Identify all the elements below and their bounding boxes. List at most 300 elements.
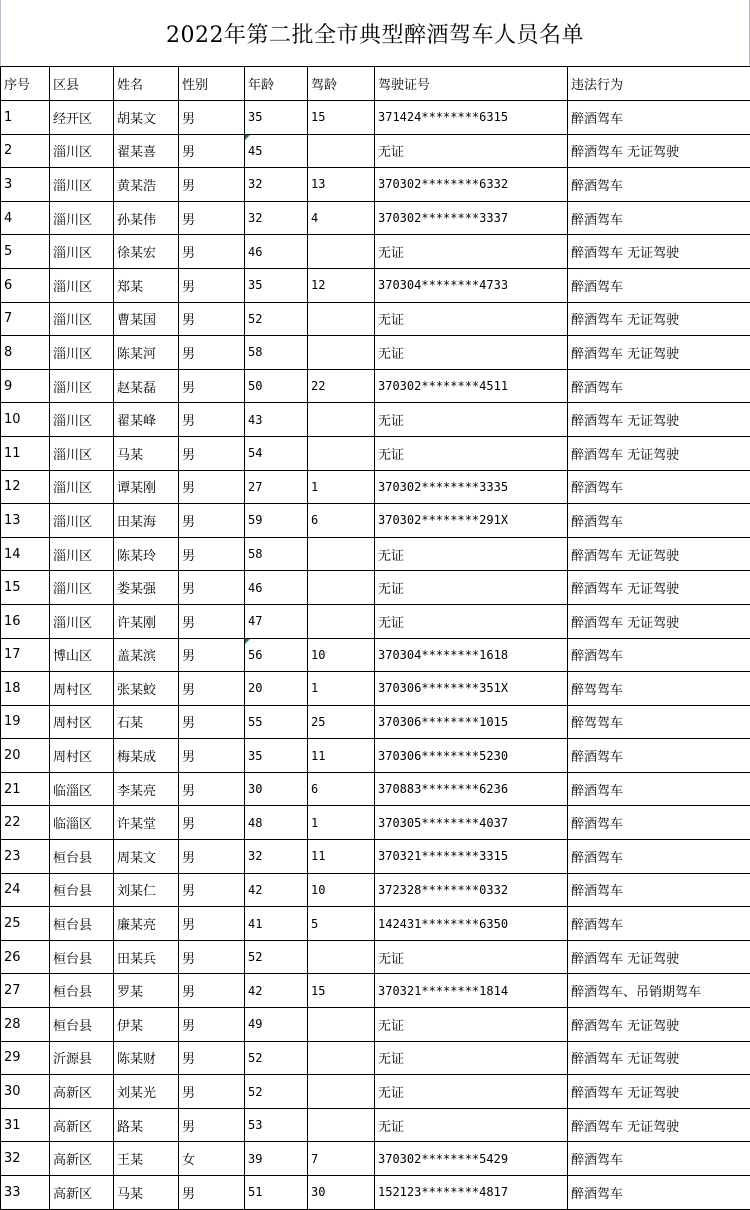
cell-district: 桓台县 bbox=[50, 1008, 114, 1042]
cell-license-no: 无证 bbox=[375, 1041, 568, 1075]
cell-gender: 男 bbox=[179, 1108, 245, 1142]
table-row bbox=[1, 504, 750, 538]
cell-district: 淄川区 bbox=[50, 336, 114, 370]
cell-seq: 23 bbox=[1, 840, 50, 874]
cell-name: 罗某 bbox=[114, 974, 179, 1008]
cell-gender: 男 bbox=[179, 672, 245, 706]
cell-driving-years: 13 bbox=[308, 168, 375, 202]
cell-gender: 男 bbox=[179, 336, 245, 370]
cell-name: 曹某国 bbox=[114, 302, 179, 336]
cell-violation: 醉酒驾车 bbox=[568, 101, 750, 135]
cell-driving-years: 15 bbox=[308, 974, 375, 1008]
cell-age: 58 bbox=[245, 537, 308, 571]
cell-violation: 醉酒驾车 无证驾驶 bbox=[568, 134, 750, 168]
header-violation: 违法行为 bbox=[568, 67, 750, 101]
cell-license-no: 370302********6332 bbox=[375, 168, 568, 202]
cell-district: 博山区 bbox=[50, 638, 114, 672]
header-age: 年龄 bbox=[245, 67, 308, 101]
cell-driving-years bbox=[308, 1075, 375, 1109]
cell-name: 许某堂 bbox=[114, 806, 179, 840]
cell-violation: 醉酒驾车 bbox=[568, 168, 750, 202]
cell-license-no: 370302********3335 bbox=[375, 470, 568, 504]
cell-violation: 醉驾驾车 bbox=[568, 705, 750, 739]
cell-district: 淄川区 bbox=[50, 604, 114, 638]
cell-license-no: 无证 bbox=[375, 436, 568, 470]
cell-driving-years: 11 bbox=[308, 739, 375, 773]
cell-license-no: 无证 bbox=[375, 235, 568, 269]
cell-seq: 5 bbox=[1, 235, 50, 269]
cell-district: 高新区 bbox=[50, 1176, 114, 1210]
cell-district: 淄川区 bbox=[50, 537, 114, 571]
cell-license-no: 无证 bbox=[375, 302, 568, 336]
cell-violation: 醉酒驾车 无证驾驶 bbox=[568, 1108, 750, 1142]
table-header-row bbox=[1, 67, 750, 101]
cell-violation: 醉酒驾车 bbox=[568, 873, 750, 907]
cell-age: 32 bbox=[245, 840, 308, 874]
cell-license-no: 370304********4733 bbox=[375, 268, 568, 302]
cell-license-no: 370302********4511 bbox=[375, 369, 568, 403]
cell-district: 周村区 bbox=[50, 739, 114, 773]
cell-license-no: 无证 bbox=[375, 1075, 568, 1109]
cell-license-no: 无证 bbox=[375, 571, 568, 605]
cell-driving-years: 25 bbox=[308, 705, 375, 739]
cell-seq: 26 bbox=[1, 940, 50, 974]
cell-age: 43 bbox=[245, 403, 308, 437]
cell-gender: 男 bbox=[179, 739, 245, 773]
cell-district: 淄川区 bbox=[50, 268, 114, 302]
cell-driving-years: 1 bbox=[308, 806, 375, 840]
cell-age: 46 bbox=[245, 235, 308, 269]
cell-driving-years: 5 bbox=[308, 907, 375, 941]
cell-gender: 男 bbox=[179, 604, 245, 638]
cell-violation: 醉酒驾车、吊销期驾车 bbox=[568, 974, 750, 1008]
cell-license-no: 152123********4817 bbox=[375, 1176, 568, 1210]
cell-license-no: 142431********6350 bbox=[375, 907, 568, 941]
cell-age: 32 bbox=[245, 168, 308, 202]
cell-seq: 29 bbox=[1, 1041, 50, 1075]
cell-driving-years: 1 bbox=[308, 470, 375, 504]
cell-violation: 醉酒驾车 无证驾驶 bbox=[568, 940, 750, 974]
cell-gender: 男 bbox=[179, 1008, 245, 1042]
cell-driving-years bbox=[308, 1041, 375, 1075]
cell-district: 经开区 bbox=[50, 101, 114, 135]
table-row bbox=[1, 1142, 750, 1176]
cell-district: 临淄区 bbox=[50, 806, 114, 840]
cell-gender: 男 bbox=[179, 806, 245, 840]
cell-name: 王某 bbox=[114, 1142, 179, 1176]
cell-name: 伊某 bbox=[114, 1008, 179, 1042]
table-row bbox=[1, 336, 750, 370]
cell-gender: 男 bbox=[179, 772, 245, 806]
cell-violation: 醉酒驾车 无证驾驶 bbox=[568, 235, 750, 269]
cell-license-no: 无证 bbox=[375, 537, 568, 571]
cell-name: 田某海 bbox=[114, 504, 179, 538]
cell-violation: 醉酒驾车 bbox=[568, 840, 750, 874]
cell-violation: 醉酒驾车 bbox=[568, 739, 750, 773]
table-row bbox=[1, 470, 750, 504]
table-row bbox=[1, 268, 750, 302]
table-row bbox=[1, 806, 750, 840]
cell-license-no: 无证 bbox=[375, 403, 568, 437]
cell-age: 49 bbox=[245, 1008, 308, 1042]
cell-seq: 27 bbox=[1, 974, 50, 1008]
cell-driving-years bbox=[308, 235, 375, 269]
table-row bbox=[1, 436, 750, 470]
cell-seq: 15 bbox=[1, 571, 50, 605]
header-name: 姓名 bbox=[114, 67, 179, 101]
cell-violation: 醉酒驾车 bbox=[568, 1176, 750, 1210]
cell-name: 梅某成 bbox=[114, 739, 179, 773]
cell-seq: 6 bbox=[1, 268, 50, 302]
cell-driving-years bbox=[308, 571, 375, 605]
cell-name: 张某蛟 bbox=[114, 672, 179, 706]
cell-seq: 18 bbox=[1, 672, 50, 706]
cell-district: 桓台县 bbox=[50, 840, 114, 874]
cell-driving-years bbox=[308, 302, 375, 336]
cell-name: 娄某强 bbox=[114, 571, 179, 605]
cell-driving-years bbox=[308, 1108, 375, 1142]
cell-district: 淄川区 bbox=[50, 369, 114, 403]
cell-seq: 2 bbox=[1, 134, 50, 168]
cell-age: 52 bbox=[245, 1075, 308, 1109]
cell-district: 桓台县 bbox=[50, 974, 114, 1008]
cell-district: 淄川区 bbox=[50, 470, 114, 504]
cell-gender: 男 bbox=[179, 1176, 245, 1210]
cell-age: 54 bbox=[245, 436, 308, 470]
cell-driving-years bbox=[308, 537, 375, 571]
cell-age: 35 bbox=[245, 739, 308, 773]
cell-age: 51 bbox=[245, 1176, 308, 1210]
cell-district: 淄川区 bbox=[50, 168, 114, 202]
cell-name: 黄某浩 bbox=[114, 168, 179, 202]
table-row bbox=[1, 134, 750, 168]
cell-driving-years: 1 bbox=[308, 672, 375, 706]
cell-driving-years: 6 bbox=[308, 504, 375, 538]
cell-age: 39 bbox=[245, 1142, 308, 1176]
cell-age: 42 bbox=[245, 974, 308, 1008]
cell-age: 56 bbox=[245, 638, 308, 672]
header-seq: 序号 bbox=[1, 67, 50, 101]
cell-name: 路某 bbox=[114, 1108, 179, 1142]
cell-age: 59 bbox=[245, 504, 308, 538]
table-row bbox=[1, 1108, 750, 1142]
cell-driving-years: 11 bbox=[308, 840, 375, 874]
cell-age: 27 bbox=[245, 470, 308, 504]
cell-driving-years bbox=[308, 604, 375, 638]
table-row bbox=[1, 369, 750, 403]
cell-district: 淄川区 bbox=[50, 134, 114, 168]
cell-license-no: 无证 bbox=[375, 336, 568, 370]
cell-license-no: 371424********6315 bbox=[375, 101, 568, 135]
cell-seq: 12 bbox=[1, 470, 50, 504]
cell-name: 马某 bbox=[114, 1176, 179, 1210]
cell-name: 田某兵 bbox=[114, 940, 179, 974]
cell-license-no: 370302********5429 bbox=[375, 1142, 568, 1176]
cell-age: 46 bbox=[245, 571, 308, 605]
cell-age: 20 bbox=[245, 672, 308, 706]
cell-gender: 男 bbox=[179, 907, 245, 941]
cell-age: 52 bbox=[245, 302, 308, 336]
header-driving-years: 驾龄 bbox=[308, 67, 375, 101]
cell-age: 35 bbox=[245, 101, 308, 135]
table-row bbox=[1, 571, 750, 605]
cell-violation: 醉酒驾车 无证驾驶 bbox=[568, 302, 750, 336]
table-row bbox=[1, 1075, 750, 1109]
cell-driving-years bbox=[308, 336, 375, 370]
cell-gender: 女 bbox=[179, 1142, 245, 1176]
cell-seq: 8 bbox=[1, 336, 50, 370]
cell-name: 陈某河 bbox=[114, 336, 179, 370]
cell-driving-years: 22 bbox=[308, 369, 375, 403]
cell-violation: 醉酒驾车 bbox=[568, 470, 750, 504]
cell-violation: 醉酒驾车 无证驾驶 bbox=[568, 604, 750, 638]
cell-driving-years: 10 bbox=[308, 638, 375, 672]
cell-driving-years: 30 bbox=[308, 1176, 375, 1210]
header-district: 区县 bbox=[50, 67, 114, 101]
cell-district: 高新区 bbox=[50, 1075, 114, 1109]
table-row bbox=[1, 1176, 750, 1210]
cell-gender: 男 bbox=[179, 1041, 245, 1075]
cell-gender: 男 bbox=[179, 705, 245, 739]
cell-seq: 17 bbox=[1, 638, 50, 672]
cell-seq: 24 bbox=[1, 873, 50, 907]
cell-name: 陈某财 bbox=[114, 1041, 179, 1075]
cell-seq: 19 bbox=[1, 705, 50, 739]
table-row bbox=[1, 101, 750, 135]
cell-gender: 男 bbox=[179, 840, 245, 874]
table-row bbox=[1, 840, 750, 874]
cell-seq: 7 bbox=[1, 302, 50, 336]
cell-driving-years: 7 bbox=[308, 1142, 375, 1176]
cell-license-no: 370883********6236 bbox=[375, 772, 568, 806]
cell-district: 淄川区 bbox=[50, 504, 114, 538]
table-row bbox=[1, 638, 750, 672]
cell-seq: 31 bbox=[1, 1108, 50, 1142]
cell-age: 48 bbox=[245, 806, 308, 840]
cell-age: 55 bbox=[245, 705, 308, 739]
cell-age: 35 bbox=[245, 268, 308, 302]
cell-gender: 男 bbox=[179, 235, 245, 269]
table-row bbox=[1, 974, 750, 1008]
table-row bbox=[1, 302, 750, 336]
cell-license-no: 370302********291X bbox=[375, 504, 568, 538]
cell-age: 45 bbox=[245, 134, 308, 168]
cell-name: 胡某文 bbox=[114, 101, 179, 135]
cell-gender: 男 bbox=[179, 873, 245, 907]
cell-district: 周村区 bbox=[50, 705, 114, 739]
header-license-no: 驾驶证号 bbox=[375, 67, 568, 101]
cell-seq: 10 bbox=[1, 403, 50, 437]
page-title: 2022年第二批全市典型醉酒驾车人员名单 bbox=[0, 0, 750, 66]
cell-district: 桓台县 bbox=[50, 940, 114, 974]
cell-seq: 32 bbox=[1, 1142, 50, 1176]
cell-name: 李某亮 bbox=[114, 772, 179, 806]
cell-violation: 醉酒驾车 无证驾驶 bbox=[568, 1075, 750, 1109]
cell-violation: 醉酒驾车 无证驾驶 bbox=[568, 537, 750, 571]
cell-gender: 男 bbox=[179, 403, 245, 437]
cell-age: 47 bbox=[245, 604, 308, 638]
cell-district: 高新区 bbox=[50, 1108, 114, 1142]
cell-name: 许某刚 bbox=[114, 604, 179, 638]
cell-license-no: 370306********1015 bbox=[375, 705, 568, 739]
cell-driving-years: 4 bbox=[308, 201, 375, 235]
cell-gender: 男 bbox=[179, 168, 245, 202]
table-row bbox=[1, 705, 750, 739]
cell-name: 周某文 bbox=[114, 840, 179, 874]
cell-gender: 男 bbox=[179, 504, 245, 538]
cell-gender: 男 bbox=[179, 302, 245, 336]
cell-seq: 25 bbox=[1, 907, 50, 941]
cell-gender: 男 bbox=[179, 470, 245, 504]
cell-driving-years bbox=[308, 1008, 375, 1042]
cell-name: 孙某伟 bbox=[114, 201, 179, 235]
cell-driving-years bbox=[308, 436, 375, 470]
table-row bbox=[1, 1008, 750, 1042]
cell-license-no: 370306********351X bbox=[375, 672, 568, 706]
cell-name: 刘某仁 bbox=[114, 873, 179, 907]
cell-violation: 醉酒驾车 bbox=[568, 806, 750, 840]
table-row bbox=[1, 873, 750, 907]
cell-name: 盖某滨 bbox=[114, 638, 179, 672]
cell-district: 沂源县 bbox=[50, 1041, 114, 1075]
cell-age: 30 bbox=[245, 772, 308, 806]
cell-name: 徐某宏 bbox=[114, 235, 179, 269]
cell-violation: 醉酒驾车 bbox=[568, 772, 750, 806]
cell-name: 翟某峰 bbox=[114, 403, 179, 437]
cell-district: 临淄区 bbox=[50, 772, 114, 806]
cell-gender: 男 bbox=[179, 974, 245, 1008]
table-row bbox=[1, 403, 750, 437]
cell-violation: 醉酒驾车 无证驾驶 bbox=[568, 336, 750, 370]
table-row bbox=[1, 739, 750, 773]
cell-district: 淄川区 bbox=[50, 302, 114, 336]
cell-age: 52 bbox=[245, 940, 308, 974]
cell-driving-years: 12 bbox=[308, 268, 375, 302]
cell-driving-years bbox=[308, 403, 375, 437]
cell-seq: 4 bbox=[1, 201, 50, 235]
cell-seq: 3 bbox=[1, 168, 50, 202]
table-row bbox=[1, 604, 750, 638]
cell-name: 赵某磊 bbox=[114, 369, 179, 403]
cell-age: 58 bbox=[245, 336, 308, 370]
cell-age: 53 bbox=[245, 1108, 308, 1142]
table-row bbox=[1, 1041, 750, 1075]
cell-district: 淄川区 bbox=[50, 235, 114, 269]
cell-gender: 男 bbox=[179, 134, 245, 168]
table-row bbox=[1, 168, 750, 202]
cell-seq: 20 bbox=[1, 739, 50, 773]
cell-violation: 醉酒驾车 无证驾驶 bbox=[568, 1008, 750, 1042]
cell-violation: 醉酒驾车 无证驾驶 bbox=[568, 571, 750, 605]
cell-seq: 21 bbox=[1, 772, 50, 806]
table-row bbox=[1, 235, 750, 269]
cell-seq: 16 bbox=[1, 604, 50, 638]
cell-violation: 醉酒驾车 bbox=[568, 1142, 750, 1176]
cell-seq: 13 bbox=[1, 504, 50, 538]
cell-license-no: 370321********1814 bbox=[375, 974, 568, 1008]
cell-gender: 男 bbox=[179, 201, 245, 235]
cell-age: 52 bbox=[245, 1041, 308, 1075]
cell-gender: 男 bbox=[179, 638, 245, 672]
cell-gender: 男 bbox=[179, 369, 245, 403]
cell-gender: 男 bbox=[179, 1075, 245, 1109]
table-row bbox=[1, 537, 750, 571]
cell-license-no: 370321********3315 bbox=[375, 840, 568, 874]
cell-license-no: 无证 bbox=[375, 1008, 568, 1042]
cell-gender: 男 bbox=[179, 436, 245, 470]
cell-license-no: 370302********3337 bbox=[375, 201, 568, 235]
header-gender: 性别 bbox=[179, 67, 245, 101]
cell-district: 高新区 bbox=[50, 1142, 114, 1176]
cell-driving-years: 10 bbox=[308, 873, 375, 907]
cell-license-no: 无证 bbox=[375, 134, 568, 168]
cell-gender: 男 bbox=[179, 268, 245, 302]
cell-gender: 男 bbox=[179, 940, 245, 974]
offender-table bbox=[0, 66, 750, 1210]
cell-district: 淄川区 bbox=[50, 403, 114, 437]
cell-district: 周村区 bbox=[50, 672, 114, 706]
cell-driving-years bbox=[308, 940, 375, 974]
cell-license-no: 370306********5230 bbox=[375, 739, 568, 773]
cell-seq: 22 bbox=[1, 806, 50, 840]
cell-driving-years bbox=[308, 134, 375, 168]
cell-seq: 11 bbox=[1, 436, 50, 470]
table-row bbox=[1, 672, 750, 706]
cell-district: 淄川区 bbox=[50, 571, 114, 605]
cell-age: 32 bbox=[245, 201, 308, 235]
cell-name: 谭某刚 bbox=[114, 470, 179, 504]
cell-license-no: 370304********1618 bbox=[375, 638, 568, 672]
table-row bbox=[1, 772, 750, 806]
cell-violation: 醉酒驾车 bbox=[568, 638, 750, 672]
cell-violation: 醉酒驾车 bbox=[568, 907, 750, 941]
cell-district: 桓台县 bbox=[50, 873, 114, 907]
cell-age: 50 bbox=[245, 369, 308, 403]
cell-seq: 33 bbox=[1, 1176, 50, 1210]
cell-violation: 醉酒驾车 bbox=[568, 268, 750, 302]
cell-gender: 男 bbox=[179, 537, 245, 571]
cell-name: 郑某 bbox=[114, 268, 179, 302]
cell-seq: 28 bbox=[1, 1008, 50, 1042]
cell-name: 石某 bbox=[114, 705, 179, 739]
cell-name: 陈某玲 bbox=[114, 537, 179, 571]
cell-violation: 醉酒驾车 bbox=[568, 504, 750, 538]
cell-license-no: 372328********0332 bbox=[375, 873, 568, 907]
cell-name: 翟某喜 bbox=[114, 134, 179, 168]
cell-seq: 9 bbox=[1, 369, 50, 403]
cell-driving-years: 6 bbox=[308, 772, 375, 806]
cell-district: 桓台县 bbox=[50, 907, 114, 941]
cell-driving-years: 15 bbox=[308, 101, 375, 135]
cell-gender: 男 bbox=[179, 571, 245, 605]
cell-seq: 14 bbox=[1, 537, 50, 571]
table-row bbox=[1, 201, 750, 235]
cell-violation: 醉酒驾车 无证驾驶 bbox=[568, 1041, 750, 1075]
cell-license-no: 无证 bbox=[375, 604, 568, 638]
table-row bbox=[1, 940, 750, 974]
cell-violation: 醉酒驾车 bbox=[568, 201, 750, 235]
cell-violation: 醉酒驾车 无证驾驶 bbox=[568, 436, 750, 470]
cell-license-no: 370305********4037 bbox=[375, 806, 568, 840]
cell-name: 刘某光 bbox=[114, 1075, 179, 1109]
cell-name: 马某 bbox=[114, 436, 179, 470]
table-row bbox=[1, 907, 750, 941]
cell-district: 淄川区 bbox=[50, 436, 114, 470]
cell-age: 41 bbox=[245, 907, 308, 941]
cell-violation: 醉酒驾车 无证驾驶 bbox=[568, 403, 750, 437]
cell-license-no: 无证 bbox=[375, 940, 568, 974]
cell-name: 廉某亮 bbox=[114, 907, 179, 941]
